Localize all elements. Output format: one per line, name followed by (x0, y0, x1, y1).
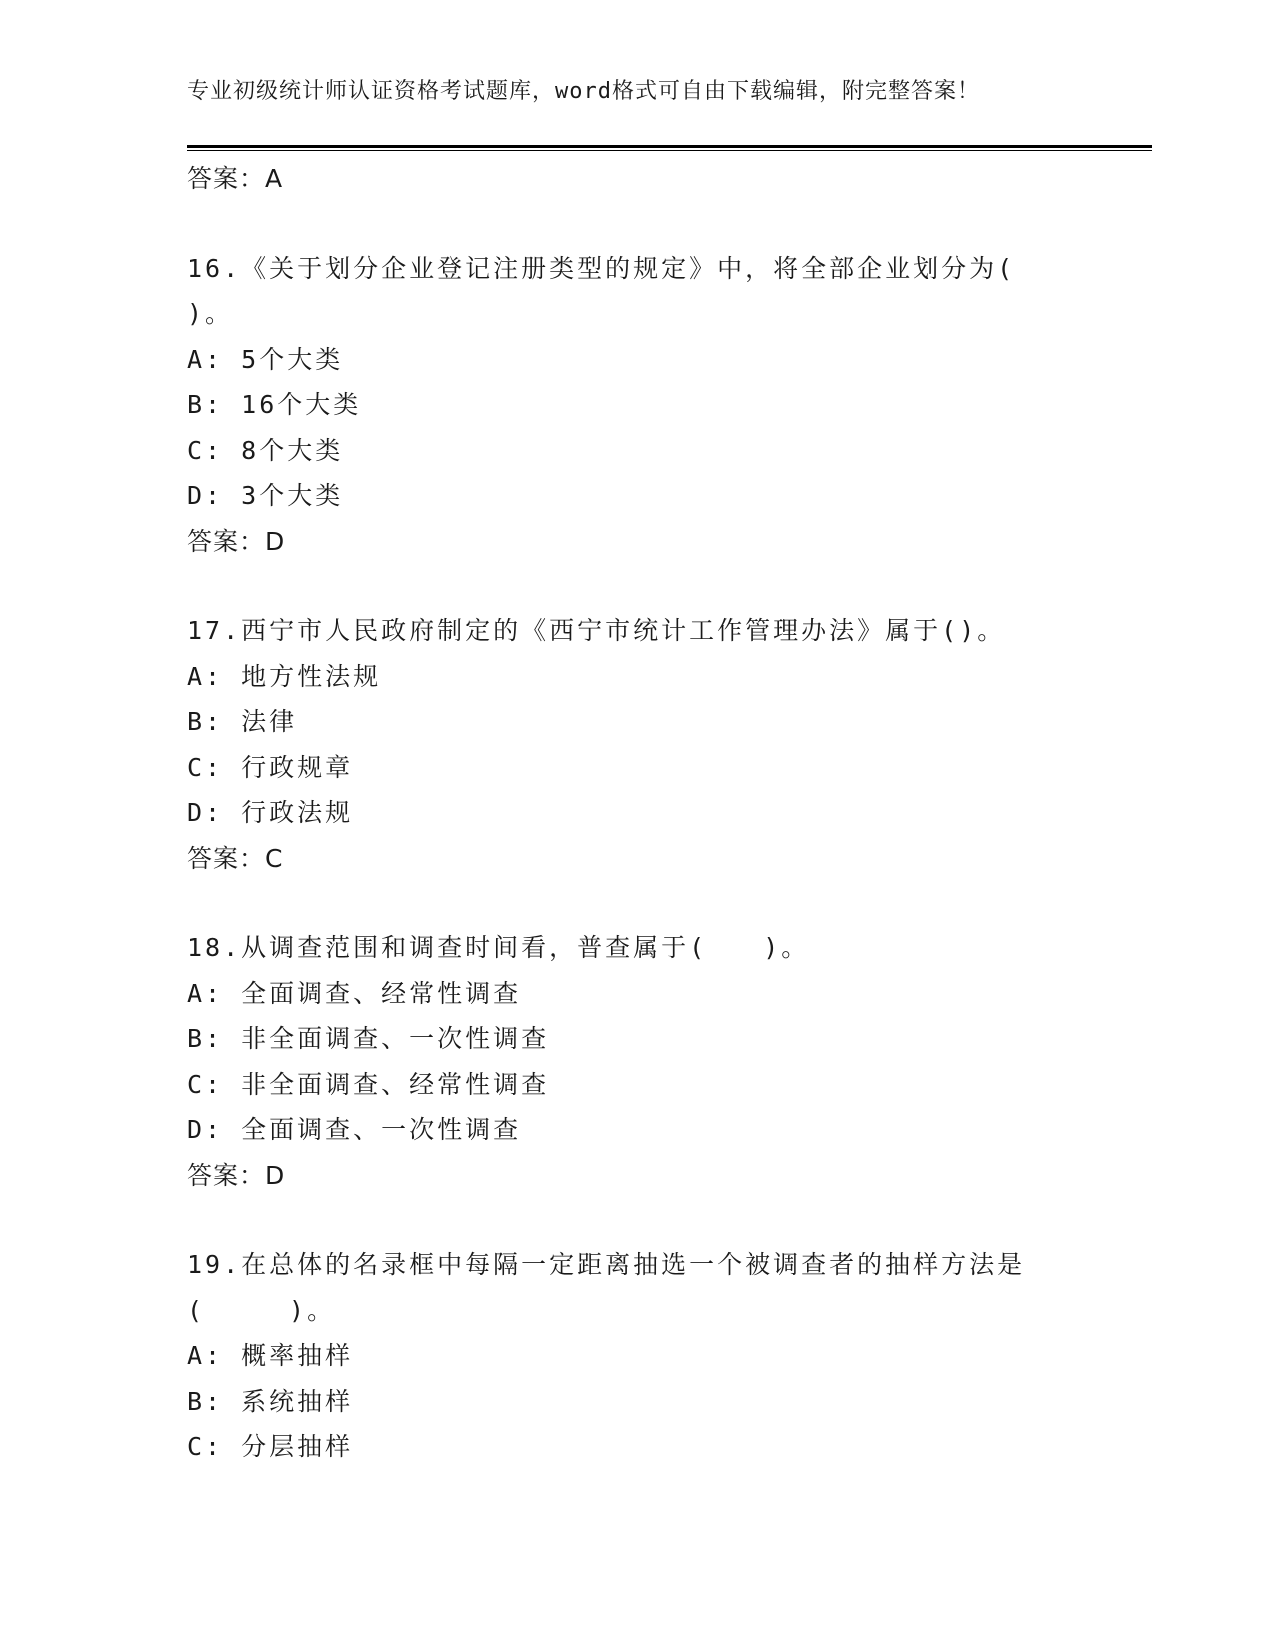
question-17 (187, 608, 1087, 881)
option-c: C: 行政规章 (187, 752, 354, 782)
answer-line: 答案：A (187, 164, 284, 193)
option-a: A: 地方性法规 (187, 661, 382, 691)
answer-line: 答案：C (187, 843, 284, 873)
option-b: B: 16个大类 (187, 390, 362, 419)
document-header: 专业初级统计师认证资格考试题库，word格式可自由下载编辑，附完整答案！ (187, 79, 980, 104)
option-c: C: 非全面调查、经常性调查 (187, 1069, 550, 1099)
option-d: D: 行政法规 (187, 798, 354, 827)
option-b: B: 系统抽样 (187, 1386, 354, 1416)
question-text: 18.从调查范围和调查时间看，普查属于( )。 (187, 933, 810, 962)
answer-line: 答案：D (187, 526, 286, 556)
question-text: ( )。 (187, 1295, 336, 1325)
header-divider-thin (187, 150, 1152, 151)
question-19 (187, 1242, 1087, 1470)
question-list (187, 156, 1087, 1470)
answer-line: 答案：D (187, 1160, 286, 1190)
option-b: B: 非全面调查、一次性调查 (187, 1024, 550, 1053)
option-a: A: 全面调查、经常性调查 (187, 978, 522, 1008)
option-b: B: 法律 (187, 707, 298, 736)
option-a: A: 5个大类 (187, 344, 344, 374)
question-text: 17.西宁市人民政府制定的《西宁市统计工作管理办法》属于()。 (187, 616, 1006, 645)
option-d: D: 全面调查、一次性调查 (187, 1115, 522, 1144)
option-d: D: 3个大类 (187, 481, 344, 510)
question-text: )。 (187, 299, 234, 328)
header-divider-thick (187, 145, 1152, 148)
option-c: C: 8个大类 (187, 435, 344, 465)
option-c: C: 分层抽样 (187, 1432, 354, 1461)
question-18 (187, 925, 1087, 1198)
option-a: A: 概率抽样 (187, 1341, 354, 1370)
question-text: 19.在总体的名录框中每隔一定距离抽选一个被调查者的抽样方法是 (187, 1250, 1026, 1279)
question-text: 16.《关于划分企业登记注册类型的规定》中，将全部企业划分为( (187, 253, 1016, 283)
question-16 (187, 246, 1087, 565)
